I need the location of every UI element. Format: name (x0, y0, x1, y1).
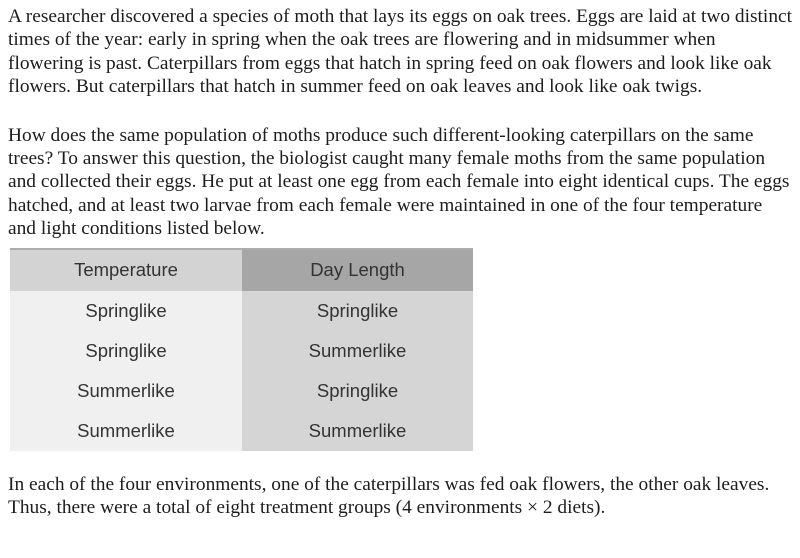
day-length-cell: Summerlike (242, 411, 473, 451)
temperature-cell: Summerlike (10, 411, 242, 451)
paragraph-experiment-setup: How does the same population of moths produce such different-looking caterpillars on the same trees? To answer this question, the biologist caught many female moths from the same population and collected their eggs. He put at least one egg from each female into eight identical cups. The eggs hatched, and at least two larvae from each female were maintained in one of the four temperature and light conditions listed below. (8, 124, 790, 240)
day-length-cell: Summerlike (242, 331, 473, 371)
paragraph-treatment-groups: In each of the four environments, one of the caterpillars was fed oak flowers, the other oak leaves. Thus, there were a total of eight treatment groups (4 environments × 2 diets). (8, 473, 770, 519)
conditions-table (10, 248, 473, 451)
day-length-header-cell: Day Length (242, 249, 473, 291)
table-row (10, 291, 473, 331)
paragraph-moth-discovery: A researcher discovered a species of moth that lays its eggs on oak trees. Eggs are laid at two distinct times of the year: early in spring when the oak trees are flowering and in midsummer when flowering is past. Caterpillars from eggs that hatch in spring feed on oak flowers and look like oak flowers. But caterpillars that hatch in summer feed on oak leaves and look like oak twigs. (8, 6, 793, 98)
table-row (10, 411, 473, 451)
day-length-cell: Springlike (242, 291, 473, 331)
temperature-cell: Summerlike (10, 371, 242, 411)
table-row (10, 371, 473, 411)
day-length-cell: Springlike (242, 371, 473, 411)
table-row (10, 331, 473, 371)
temperature-cell: Springlike (10, 291, 242, 331)
temperature-header-cell: Temperature (10, 249, 242, 291)
table-header-row (10, 249, 473, 291)
temperature-cell: Springlike (10, 331, 242, 371)
